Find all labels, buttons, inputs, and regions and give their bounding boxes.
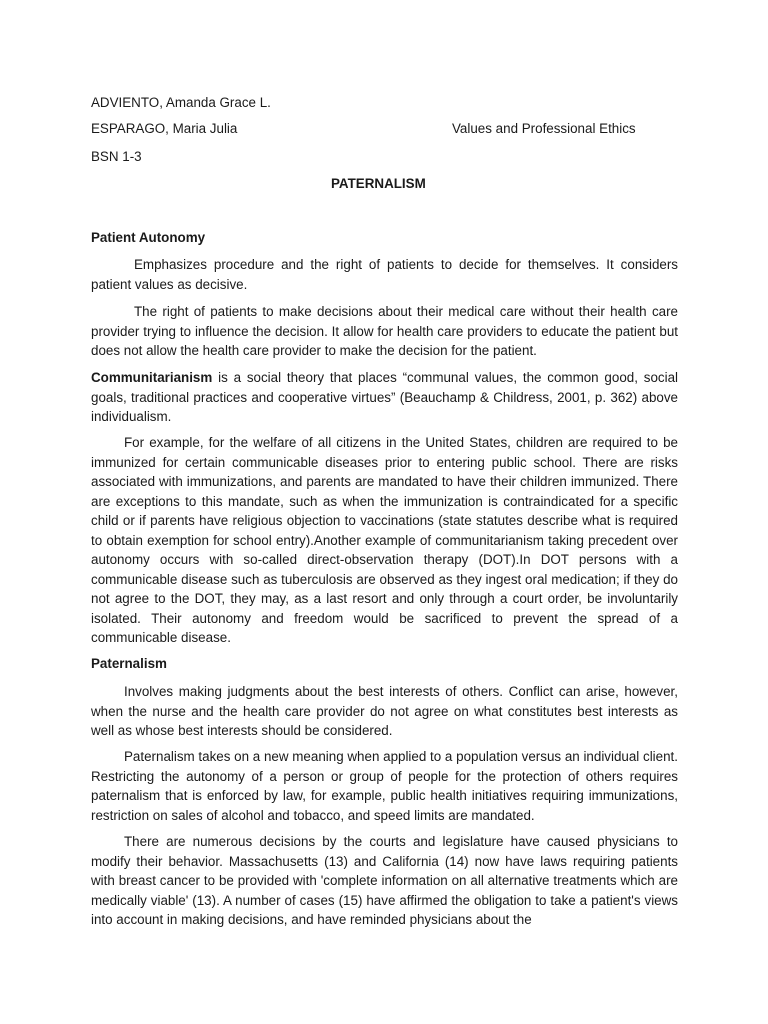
communitarianism-example <box>91 433 678 648</box>
paternalism-p2-text: Paternalism takes on a new meaning when applied to a population versus an individual client. Restricting the autonomy of a person or group of people for the protection of others requires paternalism that is enforced by law, for example, public health initiatives requiring immunizations, restriction on sales of alcohol and tobacco, and speed limits are mandated. <box>91 749 678 823</box>
paternalism-p1-text: Involves making judgments about the best interests of others. Conflict can arise, however, when the nurse and the health care provider do not agree on what constitutes best interests as well as whose best interests should be considered. <box>91 684 678 738</box>
paternalism-paragraph-3 <box>91 832 678 930</box>
communitarianism-definition-text: is a social theory that places “communal values, the common good, social goals, traditional practices and cooperative virtues” (Beauchamp & Childress, 2001, p. 362) above individualism. <box>91 370 678 424</box>
autonomy-p2-text: The right of patients to make decisions about their medical care without their health care provider trying to influence the decision. It allow for health care providers to educate the patient but does not allow the health care provider to make the decision for the patient. <box>91 304 678 358</box>
paternalism-paragraph-2 <box>91 747 678 825</box>
paternalism-p3-text: There are numerous decisions by the courts and legislature have caused physicians to modify their behavior. Massachusetts (13) and California (14) now have laws requiring patients with breast cancer to be provided with 'complete information on all alternative treatments which are medically viable' (13). A number of cases (15) have affirmed the obligation to take a patient's views into account in making decisions, and have reminded physicians about the <box>91 834 678 927</box>
autonomy-paragraph-2 <box>91 302 678 361</box>
communitarianism-example-text: For example, for the welfare of all citizens in the United States, children are required to be immunized for certain communicable diseases prior to entering public school. There are risks associated with immunizations, and parents are mandated to have their children immunized. There are exceptions to this mandate, such as when the immunization is contraindicated for a specific child or if parents have religious objection to vaccinations (state statutes describe what is required to obtain exemption for school entry).Another example of communitarianism taking precedent over autonomy occurs with so-called direct-observation therapy (DOT).In DOT persons with a communicable disease such as tuberculosis are observed as they ingest oral medication; if they do not agree to the DOT, they may, as a last resort and only through a court order, be involuntarily isolated. Their autonomy and freedom would be sacrificed to prevent the spread of a communicable disease. <box>91 435 678 645</box>
course-title: Values and Professional Ethics <box>452 121 636 136</box>
heading-patient-autonomy: Patient Autonomy <box>91 230 206 245</box>
communitarianism-definition <box>91 368 678 427</box>
autonomy-p1-text: Emphasizes procedure and the right of patients to decide for themselves. It considers patient values as decisive. <box>91 257 678 292</box>
section-label: BSN 1-3 <box>91 149 142 164</box>
paternalism-paragraph-1 <box>91 682 678 741</box>
author-name-1: ADVIENTO, Amanda Grace L. <box>91 95 271 110</box>
author-name-2: ESPARAGO, Maria Julia <box>91 121 238 136</box>
document-title: PATERNALISM <box>331 176 426 191</box>
communitarianism-term: Communitarianism <box>91 370 213 385</box>
heading-paternalism: Paternalism <box>91 656 167 671</box>
autonomy-paragraph-1 <box>91 255 678 294</box>
